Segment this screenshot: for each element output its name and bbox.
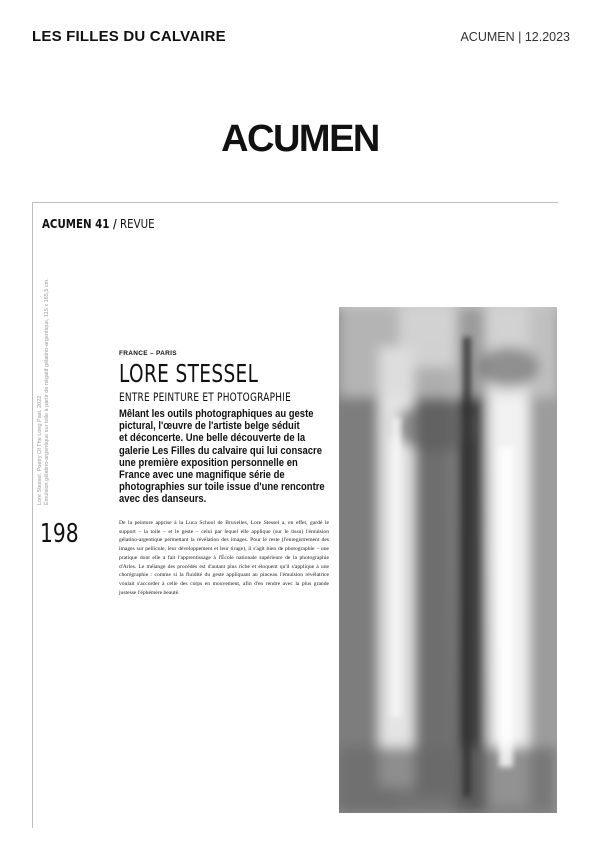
lead-line: photographies sur toile issue d'une rencontre bbox=[119, 481, 325, 494]
lead-line: galerie Les Filles du calvaire qui lui consacre bbox=[119, 444, 322, 457]
lead-line: France avec une magnifique série de bbox=[119, 469, 285, 482]
section-name: REVUE bbox=[119, 216, 155, 231]
artwork-photo bbox=[339, 307, 557, 813]
photo-caption bbox=[37, 275, 51, 505]
gallery-name: LES FILLES DU CALVAIRE bbox=[32, 28, 226, 45]
page-number: 198 bbox=[40, 519, 79, 549]
photo-caption-line-1: Lore Stessel, Poetry Of The Long Past, 2022. bbox=[37, 394, 43, 505]
magazine-logo: ACUMEN bbox=[221, 118, 379, 160]
issue-number: ACUMEN 41 / bbox=[42, 216, 117, 231]
frame-top-rule bbox=[32, 202, 558, 203]
article-subtitle: ENTRE PEINTURE ET PHOTOGRAPHIE bbox=[119, 390, 292, 404]
lead-line: pictural, l'œuvre de l'artiste belge séduit bbox=[119, 420, 300, 433]
photo-caption-line-2: Émulsion gélatino-argentique sur toile à partir de négatif gélatino-argentique, 115 x 165,5 cm. bbox=[44, 278, 50, 505]
lead-line: Mêlant les outils photographiques au geste bbox=[119, 408, 314, 420]
article-kicker: FRANCE – PARIS bbox=[119, 350, 177, 357]
lead-line: et déconcerte. Une belle découverte de la bbox=[119, 432, 306, 445]
article-title: LORE STESSEL bbox=[119, 359, 259, 388]
lead-line: avec des danseurs. bbox=[119, 493, 207, 506]
article-body: De la peinture apprise à la Luca School de Bruxelles, Lore Stessel a, en effet, gardé le support – la toile – et le geste – celui par lequel elle applique (sur le tissu) l'émulsion gélatino-argentique permettant la révélation des images. Pour le reste (l'enregistrement des images sur pellicule, leur développement et leur tirage), il s'agit bien de photographie – une pratique dont elle a fait l'apprentissage à l'École nationale supérieure de la photographie d'Arles. Le mélange des procédés est d'autant plus riche et éloquent qu'il s'applique à une chorégraphie : comme si la fluidité du geste appliquant au pinceau l'émulsion révélatrice voulait s'accorder à celle des corps en mouvement, afin d'en rendre avec la plus grande justesse l'éphémère beauté. bbox=[119, 520, 329, 596]
issue-date: ACUMEN | 12.2023 bbox=[460, 30, 570, 44]
article-lead bbox=[119, 408, 325, 506]
frame-left-rule bbox=[32, 202, 33, 828]
lead-line: une première exposition personnelle en bbox=[119, 456, 298, 469]
section-label bbox=[42, 216, 155, 231]
